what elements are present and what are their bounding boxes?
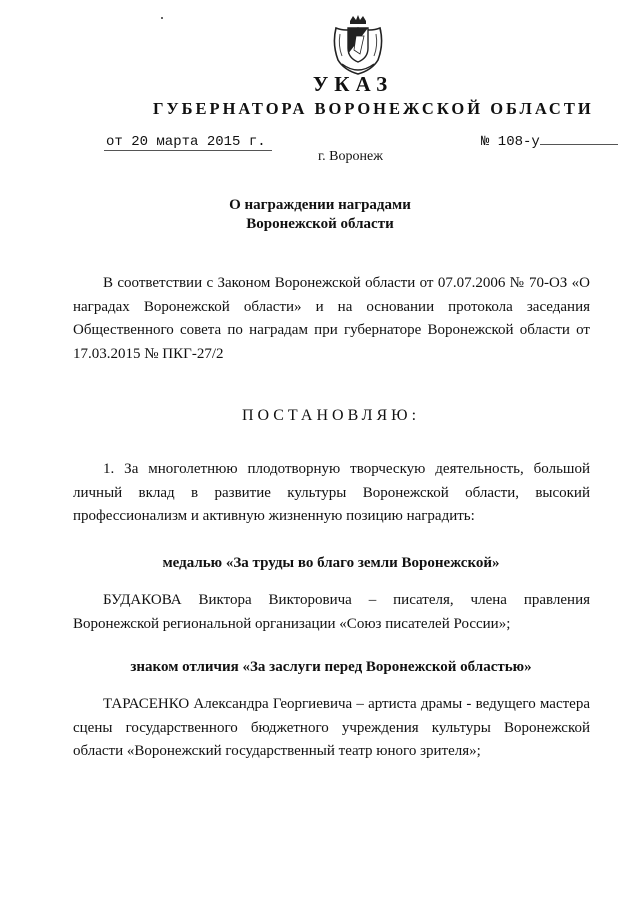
award-1-title: медалью «За труды во благо земли Воронежской» [162,555,500,571]
document-title: УКАЗ [312,72,394,96]
scan-speck [161,17,163,19]
document-subject [0,196,640,234]
number-underline [540,144,618,145]
award-2-recipient: ТАРАСЕНКО Александра Георгиевича – артиста драмы - ведущего мастера сцены государственного бюджетного учреждения культуры Воронежской области «Воронежский государственный театр юного зрителя»; [73,696,590,759]
item-1-paragraph: 1. За многолетнюю плодотворную творческую деятельность, большой личный вклад в развитие культуры Воронежской области, высокий профессионализм и активную жизненную позицию наградить: [73,461,590,524]
decree-word: ПОСТАНОВЛЯЮ: [241,407,421,424]
subject-line-1: О награждении наградами [229,197,411,213]
document-city: г. Воронеж [318,149,383,164]
document-number [481,134,618,150]
intro-paragraph: В соответствии с Законом Воронежской области от 07.07.2006 № 70-ОЗ «О наградах Воронежской области» и на основании протокола заседания Общественного совета по наградам при губернаторе Воронежской области от 17.03.2015 № ПКГ-27/2 [73,275,590,362]
award-2-title: знаком отличия «За заслуги перед Воронежской областью» [130,659,532,675]
award-1-recipient: БУДАКОВА Виктора Викторовича – писателя, члена правления Воронежской региональной организации «Союз писателей России»; [73,592,590,632]
document-subtitle: ГУБЕРНАТОРА ВОРОНЕЖСКОЙ ОБЛАСТИ [153,99,594,118]
document-date: от 20 марта 2015 г. [104,134,272,151]
document-number-label: № 108-у [481,134,540,150]
subject-line-2: Воронежской области [246,216,394,232]
voronezh-coat-of-arms-icon [330,14,386,76]
